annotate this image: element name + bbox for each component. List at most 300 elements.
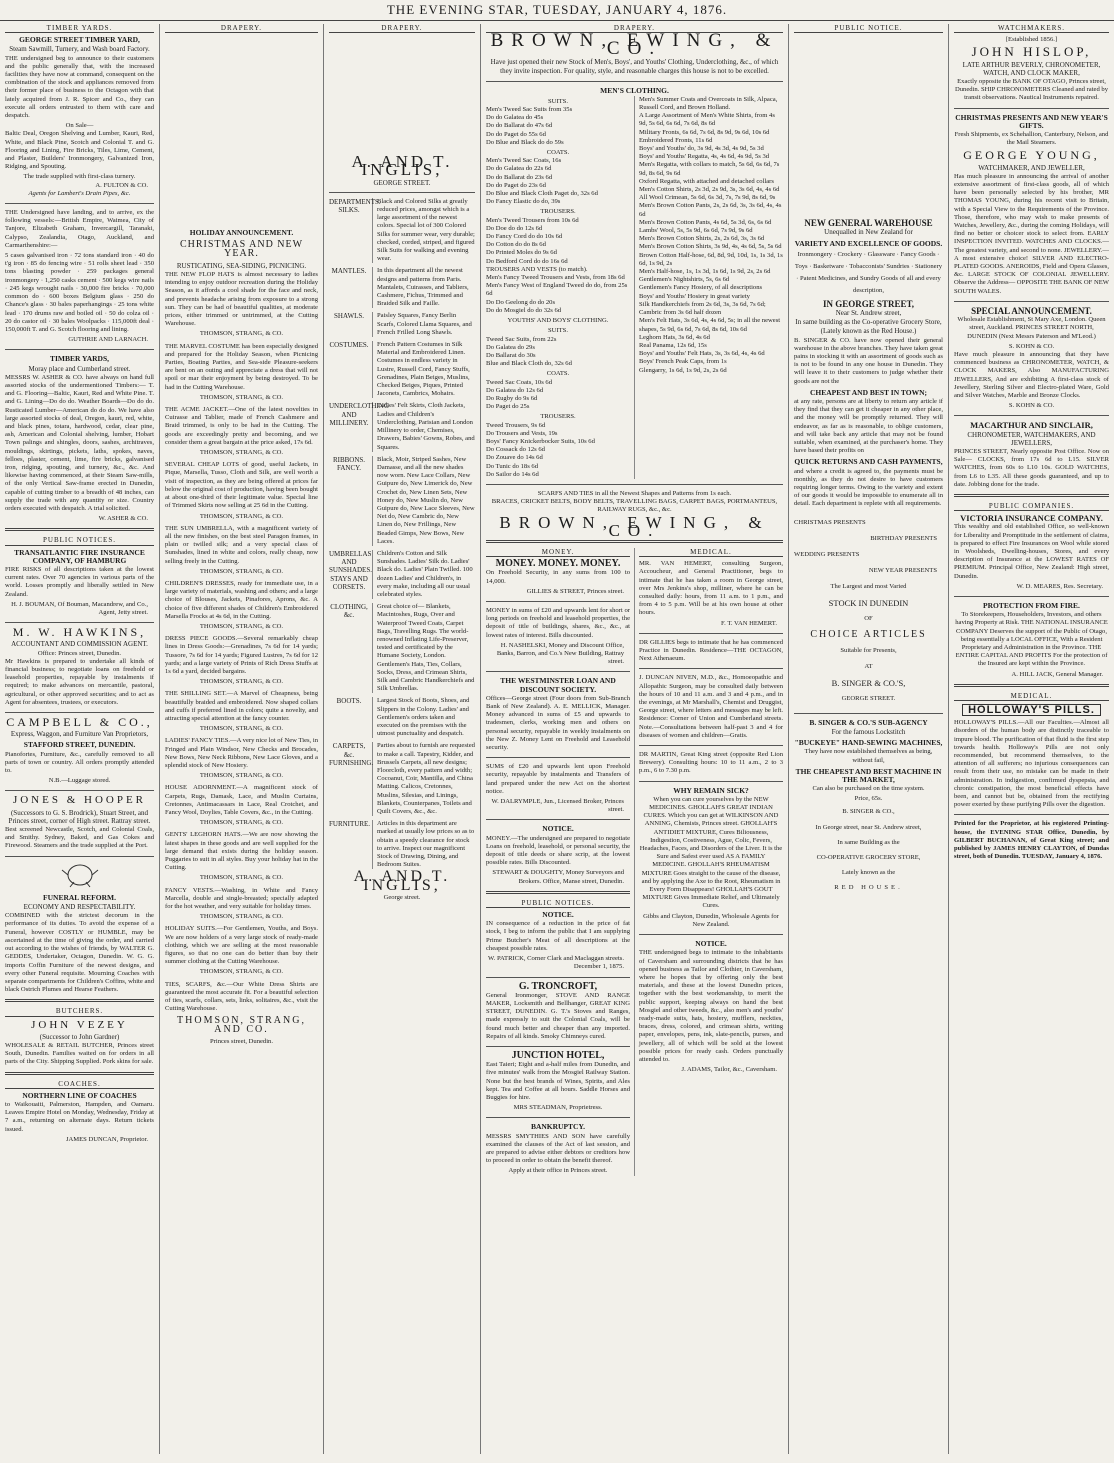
ad-subtitle: (Successors to G. S. Brodrick), Stuart Street, and Princes street, corner of High street. Rattray street. [8, 808, 151, 825]
closing-line: In George street, near St. Andrew street, [815, 823, 922, 831]
divider [954, 596, 1109, 597]
ad-signature: S. KOHN & CO. [1008, 342, 1055, 350]
crest-icon [5, 862, 154, 891]
ad-title: M. W. HAWKINS, [12, 625, 147, 640]
location: (Lately known as the Red House.) [820, 327, 917, 336]
price-line: Men's Half-hose, 1s, 1s 3d, 1s 6d, 1s 9d, 2s, 2s 6d [639, 268, 771, 276]
price-list-left [486, 96, 630, 479]
ad-title: MONEY. MONEY. MONEY. [495, 558, 621, 570]
price-line: Men's Tweed Sac Suits from 35s [486, 106, 573, 114]
price-line: Do Fancy Cord do do 10s 6d [486, 233, 563, 241]
price-line: Do Cossack do 12s 6d [486, 446, 545, 454]
firm-name: THOMSON, STRANG, & CO. [199, 772, 284, 780]
item-text: HOLIDAY SUITS.—For Gentlemen, Youths, and Boys. We are now holders of a very large stock of ready-made clothing, which we are selling at the most reasonable figures, so that no one can do better than buy their summer clothing at the Cutting Warehouse. [165, 925, 318, 966]
divider [486, 977, 630, 978]
divider [794, 713, 943, 714]
item-text: TIES, SCARFS, &c.—Our White Dress Shirts are guaranteed the most accurate fit. For a beautiful selection of ties, scarfs, collars, sets, links, solitaires, &c., visit the Cutting Warehouse. [165, 980, 318, 1013]
ad-address: George street. [383, 893, 421, 901]
ad-signature: Apply at their office in Princes street. [508, 1167, 608, 1175]
presents-line: WEDDING PRESENTS [794, 550, 860, 558]
list-item [165, 635, 318, 686]
ad-body: To Storekeepers, Householders, Investors, and others having Property at Risk. THE NATIONAL INSURANCE COMPANY Deserves the support of the Public of Otago, being essentially a LOCAL OFFICE, With a Resident Proprietary and Administration in the Province. THE ENTIRE CAPITAL AND PROFITS For the protection of the Insured are kept within the Province. [955, 611, 1108, 668]
price-line: Real Panama, 12s 6d, 15s [639, 341, 707, 349]
goods-list: Ironmongery · Crockery · Glassware · Fancy Goods · Toys · Basketware · Tobacconists' Sundries · Stationery · Patent Medicines, and Sundry Goods of all and every description, [794, 250, 943, 294]
presents-line: AT [864, 662, 873, 670]
divider [954, 108, 1109, 109]
ad-title: HOLIDAY ANNOUNCEMENT. [189, 228, 294, 238]
divider [486, 819, 630, 820]
divider [639, 934, 783, 935]
closing-line: RED HOUSE. [834, 883, 903, 891]
closing-block [794, 820, 943, 895]
ad-title: TRANSATLANTIC FIRE INSURANCE COMPANY, OF HAMBURG [14, 547, 145, 565]
ad-subtitle: ECONOMY AND RESPECTABILITY. [23, 903, 136, 912]
item-text: SEVERAL CHEAP LOTS of good, useful Jackets, in Pique, Marsella, Tusso, Cloth and Silk, are well worth a visit of inspection, as they are being offered at prices far below the original cost of production, having been bought at about one-third of their legitimate value. Special line of Trimmed Skirts now selling at 25 6d in the Cutting. [165, 461, 318, 510]
price-line: Gentlemen's Nightshirts, 5s, 6s 6d [639, 276, 730, 284]
item-text: DRESS PIECE GOODS.—Several remarkably cheap lines in Dress Goods:—Grenadines, 7s 6d for 14 yards; Tussore, 7s 6d for 14 yards; Figured Lustres, 7s 6d for 12 yards; and a large variety of Prints of Rich Dress Stuffs at 1s 6d a yard, decided bargains. [165, 635, 318, 675]
presents-line: The Largest and most Varied [830, 582, 907, 590]
price-line: Men's Regatta, with collars to match, 5s 6d, 6s 6d, 7s 9d, 8s 6d, 9s 6d [639, 161, 780, 177]
list-item [329, 198, 475, 264]
list-item [165, 784, 318, 827]
ad-signature: MRS STEADMAN, Proprietress. [513, 1104, 603, 1112]
firm-name: THOMSON, STRANG, & CO. [199, 725, 284, 733]
section-head: MEN'S CLOTHING. [600, 85, 669, 95]
presents-line: GEORGE STREET. [841, 694, 896, 702]
dept-label: BOOTS. [329, 697, 373, 738]
column-head: PUBLIC NOTICE. [794, 24, 943, 33]
firm-name: THOMSON, STRANG, & CO. [199, 968, 284, 976]
ad-title: CHRISTMAS PRESENTS AND NEW YEAR'S GIFTS. [955, 112, 1108, 130]
list-item [165, 737, 318, 780]
ad-title: PROTECTION FROM FIRE. [983, 600, 1080, 610]
price-line: Embroidered Fronts, 11s 6d [639, 136, 713, 144]
list-item [165, 690, 318, 733]
column-head: DRAPERY. [486, 24, 783, 33]
ad-signature: GILLIES & STREET, Princes street. [526, 587, 624, 595]
dept-label: RIBBONS. FANCY. [329, 456, 373, 546]
ad-signature: STEWART & DOUGHTY, Money Surveyors and Brokers. Office, Manse street, Dunedin. [492, 869, 624, 885]
dept-label: SHAWLS. [329, 312, 373, 337]
ad-body: SUMS of £20 and upwards lent upon Freehold security, repayable by instalments and Transfers of land prepared under the new Act on the shortest notice. [486, 763, 630, 795]
closing-line: Lately known as the [841, 868, 896, 876]
ad-body: COMBINED with the strictest decorum in the performance of its duties. To avoid the expense of a Funeral, however COSTLY or HUMBLE, may be ascertained at the time of giving the order, and carried out according to the wishes of friends, by WALTER G. GEDDES, Undertaker, Octagon, Dunedin. W. G. G. imports Coffin Furniture of the newest designs, and every other Funeral requisite. Mourning Coaches with separate compartments for Children's Coffins, white and black Ostrich Plumes and Hearse Feathers. [5, 912, 154, 994]
item-text: THE SUN UMBRELLA, with a magnificent variety of all the new finishes, on the best steel Paragon frames, in plain or twilled silk; and a very special class of Sunshades, lined in white and colors, really cheap, now selling freely in the Cutting. [165, 524, 318, 565]
price-line: Men's Cotton Shirts, 2s 3d, 2s 9d, 3s, 3s 6d, 4s, 4s 6d [639, 186, 780, 194]
price-line: Do Trousers and Vests, 19s [486, 429, 558, 437]
price-line: Do Bedford Cord do do 16s 6d [486, 257, 568, 265]
price-line: Do do Paget do 23s 6d [486, 181, 546, 189]
price-line: Boys' French Peak Caps, from 1s [639, 358, 727, 366]
ad-body: THE undersigned begs to intimate to the inhabitants of Caversham and surrounding districts that he has opened business as Tailor and Clothier, in Caversham, where he hopes that by offering only the best materials, and these at the lowest Dunedin prices, together with the best workmanship, to merit the public support, keeping always on hand the best Mosgiel and other tweeds, &c., also men's and youths' ready-made suits, hats, hosiery, mufflers, neckties, braces, dress, colored, and crimean shirts, writing paper, envelopes, pens, ink, slate-pencils, purses, and jewellery, all of which will be sold at the lowest possible prices for ready cash. Orders punctually attended to. [639, 949, 783, 1063]
closing-line: In same Building as the [837, 838, 900, 846]
ad-body: Exactly opposite the BANK OF OTAGO, Princes street, Dunedin. SHIP CHRONOMETERS Cleaned and rated by transit observations. Nautical Instruments repaired. [954, 78, 1109, 102]
section-head: PUBLIC NOTICES. [5, 536, 154, 545]
column-head: TIMBER YARDS. [5, 24, 154, 33]
ad-signature: W. ASHER & CO. [98, 515, 148, 523]
ad-title: BROWN, EWING, & CO. [490, 30, 779, 60]
divider [954, 494, 1109, 497]
price-line: Brown Cotton Half-hose, 6d, 8d, 9d, 10d, 1s, 1s 3d, 1s 6d, 1s 9d, 2s [639, 251, 783, 267]
list-item [165, 525, 318, 576]
presents-line: BIRTHDAY PRESENTS [870, 534, 937, 542]
ad-list: 5 cases galvanised iron · 72 tons standard iron · 40 do t'g iron · 85 do fencing wire · 51 rolls sheet lead · 350 tons blasting powder · 259 packages general ironmongery · 1,250 casks cement · 500 kegs wire nails · 245 kegs wrought nails · 30,000 fire bricks · 70,000 common do · 600 boxes Belgium glass · 250 do Chance's glass · 30 bales paperhangings · 25 tons white lead · 170 drums raw and boiled oil · 50 do colza oil · 20 do castor oil · 30 bales Woolpacks · 115,000ft deal · 150,000ft T. and G. Scotch flooring and lining. [5, 252, 154, 333]
column-head: DRAPERY. [329, 24, 475, 33]
slogan: CHEAPEST AND BEST IN TOWN; [810, 387, 927, 397]
price-lists [486, 96, 783, 479]
list-item [329, 456, 475, 546]
price-line: Do Paget do 25s [486, 403, 530, 411]
ad-note: N.B.—Luggage stored. [48, 777, 111, 785]
price-line: Do Tunic do 18s 6d [486, 462, 539, 470]
divider [5, 1072, 154, 1075]
ad-title: NORTHERN LINE OF COACHES [22, 1090, 137, 1100]
divider [5, 528, 154, 531]
ad-body: Can also be purchased on the time system. [812, 785, 925, 793]
ad-title: JOHN VEZEY [31, 1018, 128, 1031]
price-line: Lambs' Wool, 5s, 5s 9d, 6s 6d, 7s 9d, 9s 6d [639, 227, 753, 235]
price-line: TROUSERS AND VESTS (to match). [486, 265, 588, 273]
price-line: Do Fancy Elastic do do, 39s [486, 198, 561, 206]
divider [639, 745, 783, 746]
divider [5, 999, 154, 1002]
price-line: Glengarry, 1s 6d, 1s 9d, 2s, 2s 6d [639, 366, 727, 374]
price-line: TROUSERS. [540, 208, 576, 216]
price-line: COATS. [546, 370, 570, 378]
ad-body: DR GILLIES begs to intimate that he has commenced Practice in Dunedin. Residence—THE OCTAGON, Next Athenaeum. [639, 638, 783, 663]
price-line: Boys' and Youths' Regatta, 4s, 4s 6d, 4s 9d, 5s 3d [639, 153, 770, 161]
location: In same building as the Co-operative Grocery Store, [795, 318, 942, 327]
price-line: Boys' and Youths' Hosiery in great variety [639, 292, 750, 300]
column-drapery-brown-ewing [481, 24, 789, 1454]
presents-list [794, 515, 943, 707]
price: Price, 65s. [854, 795, 883, 803]
divider [486, 1117, 630, 1118]
price-line: COATS. [546, 149, 570, 157]
ad-subtitle: "BUCKEYE" HAND-SEWING MACHINES, [794, 738, 943, 748]
price-line: Tweed Trousers, 9s 6d [486, 421, 546, 429]
list-item [165, 461, 318, 520]
section-head: COACHES. [5, 1080, 154, 1089]
list-item [329, 697, 475, 738]
ad-agent: Agents for Lambert's Drain Pipes, &c. [28, 189, 131, 197]
price-line: Men's Tweed Sac Coats, 16s [486, 157, 562, 165]
firm-name: THOMSON, STRANG, & CO. [199, 874, 284, 882]
ad-body: This wealthy and old established Office, so well-known for Liberality and Promptitude in the settlement of claims, is prepared to effect Fire Insurances on Wool while stored in Woolsheds, Dwelling-houses, Stores, and every description of Insurance at the LOWEST RATES OF PREMIUM. Principal Office, New Zealand: High street, Dunedin. [954, 523, 1109, 580]
divider [5, 712, 154, 713]
ad-title: JUNCTION HOTEL, [511, 1049, 605, 1061]
list-item [329, 820, 475, 869]
price-line: Men's Summer Coats and Overcoats in Silk, Alpaca, Russell Cord, and Brown Holland. [639, 95, 778, 112]
price-line: Do Do Geelong do do 20s [486, 298, 556, 306]
divider [329, 192, 475, 193]
ad-subtitle: CHRONOMETER, WATCHMAKERS, AND JEWELLERS, [967, 430, 1096, 447]
list-item [165, 580, 318, 631]
blank-space [165, 36, 318, 226]
dept-label: MANTLES. [329, 267, 373, 308]
divider [5, 349, 154, 350]
price-line: Tweed Sac Coats, 10s 6d [486, 378, 553, 386]
ad-body: to Waikouaiti, Palmerston, Hampden, and Oamaru. Leaves Empire Hotel on Monday, Wednesday, Friday at 7 a.m., returning on alternate days. Return tickets issued. [5, 1100, 154, 1133]
ad-body: MR. VAN HEMERT, consulting Surgeon, Accoucheur, and General Practitioner, begs to intimate that he has taken a room in George street, over Mrs Jenkins's shop, milliner, where he can be consulted daily: hours, from 11 a.m. to 1 p.m., and from 4 to 5 p.m. Will be at his own house at other hours. [639, 560, 783, 617]
price-line: Do Blue and Black Cloth Paget do, 32s 6d [486, 190, 598, 198]
item-text: GENTS' LEGHORN HATS.—We are now showing the latest shapes in these goods and are well supplied for the large demand that exists during the holiday season. Puggaries to suit in all styles. Buy your holiday hat in the Cutting. [165, 831, 318, 872]
divider [5, 790, 154, 791]
ad-body: Best screened Newcastle, Scotch, and Colonial Coals, and Smithy. Sydney, Baked, and Gas Cokes and Firewood. Steamers and the trade supplied at the Port. [5, 826, 154, 850]
price-line: Men's Felt Hats, 3s 6d, 4s, 4s 6d, 5s; in all the newest shapes, 5s 9d, 6s 6d, 7s 6d, 8s 6d, 10s 6d [639, 317, 781, 333]
ad-body: Wholesale Establishment, St Mary Axe, London. Queen street, Auckland. PRINCES STREET NORTH, DUNEDIN (Next Messrs Paterson and M'Leod.) [957, 316, 1106, 340]
item-text: CHILDREN'S DRESSES, ready for immediate use, in a large variety of materials, washing and others; and a large choice of Blouses, Jackets, Pinafores, Aprons, &c. A choice of five different shades of Children's Embroidered Marsella Frocks at 4s 6d, in the Cutting. [165, 579, 318, 620]
dept-text: Largest Stock of Boots, Shoes, and Slippers in the Colony. Ladies' and Gentlemen's orders taken and executed on the premises with the utmost punctuality and despatch. [377, 697, 470, 738]
list-item [329, 742, 475, 816]
ad-body: Fresh Shipments, ex Schehallion, Canterbury, Nelson, and the Mail Steamers. [954, 131, 1109, 147]
ad-title: NEW GENERAL WAREHOUSE [804, 218, 933, 229]
ad-body: Has much pleasure in announcing the arrival of another extensive assortment of first-class goods, all of which have been personally selected by his brother, MR THOMAS YOUNG, during his recent visit to Britain, with a Special View to the Requirements of the Province. Those, therefore, who may wish to make presents of Watches, Jewellery, &c., during the coming Holidays, will find no better or choicer stock to select from. EARLY INSPECTION INVITED. WATCHES AND CLOCKS.—The greatest variety, and second to none. JEWELLERY.—A most extensive choice! SILVER AND ELECTRO-PLATED GOODS. ANEROIDS, Field and Opera Glasses, &c. LARGE STOCK OF COLONIAL JEWELLERY. Observe the Address— OPPOSITE THE BANK OF NEW SOUTH WALES. [954, 172, 1110, 295]
ad-subtitle: LATE ARTHUR BEVERLY, CHRONOMETER, WATCH, AND CLOCK MAKER, [962, 60, 1101, 77]
divider [486, 1046, 630, 1047]
divider [486, 601, 630, 602]
ad-office: Office: Princes street, Dunedin. [37, 649, 122, 657]
ad-subtitle: CHRISTMAS AND NEW YEAR. [179, 239, 304, 259]
ad-signature: H. J. BOUMAN, Of Bouman, Macandrew, and Co., Agent, Jetty street. [11, 600, 148, 616]
ad-signature: H. NASHELSKI, Money and Discount Office, Banks, Barron, and Co.'s New Building, Rattray street. [496, 641, 624, 666]
ad-items: Baltic Deal, Oregon Shelving and Lumber, Kauri, Red, White, and Black Pine, Scotch and Colonial T. and G. Flooring and Lining, Fire Bricks, Tiles, Lime, Cement, and Plaster, Builders' Ironmongery, Galvanized Iron, Ridging, and Spouting. [5, 130, 154, 171]
list-item [165, 831, 318, 882]
section-head: BUTCHERS. [5, 1007, 154, 1016]
firm-name: THOMSON, STRANG, & CO. [199, 622, 284, 630]
price-line: SUITS. [548, 97, 568, 105]
location: IN GEORGE STREET, [822, 298, 915, 309]
ad-title: FUNERAL REFORM. [43, 892, 116, 902]
ad-body: Offices—George street (Four doors from Sub-Branch Bank of New Zealand). A. E. MELLICK, Manager. Money advanced in sums of £5 and upwards to tradesmen, clerks, working men and others on personal security, repayable in weekly instalments on the New Z. Money Lent on Freehold and Leasehold security. [486, 694, 630, 752]
price-line: Oxford Regatta, with attached and detached collars [639, 177, 774, 185]
blank-space [329, 36, 475, 154]
price-line: Do do Ballarat do 23s 6d [486, 173, 553, 181]
dept-text: Great choice of— Blankets, Macintoshes, Rugs, Over and Waterproof Tweed Coats, Carpet Bags, Travelling Rugs. The world-renowned Inflating Life-Preserver, tested and certificated by the Humane Society, London. Gentlemen's Hats, Ties, Collars, Socks, Dress, and Crimean Shirts, Silk and Cambric Handkerchiefs and Silk Umbrellas. [377, 603, 475, 693]
firm-name: THOMSON, STRANG, & CO. [199, 393, 284, 401]
ad-signature: JAMES DUNCAN, Proprietor. [65, 1135, 148, 1143]
ad-body: MONEY.—The undersigned are prepared to negotiate Loans on freehold, leasehold, or personal security, the deposit of title deeds or share scrip, at the lowest possible rates. Bills Discounted. [486, 834, 630, 867]
ad-address: Princes street, Dunedin. [210, 1037, 273, 1045]
firm-name: THOMSON, STRANG, & CO. [199, 330, 284, 338]
section-head: PUBLIC NOTICES. [486, 899, 630, 908]
price-line: Do Rugby do 9s 6d [486, 394, 538, 402]
dept-text: Black and Colored Silks at greatly reduced prices, amongst which is a large assortment of the newest colors. Special lot of 300 Colored Silks for summer wear, very durable; checked, corded, striped, and figured Silk Suits for walking and evening wear. [377, 197, 475, 263]
imprint: Printed for the Proprietor, at his registered Printing-house, the EVENING STAR Office, Dunedin, by GILBERT BUCHANAN, of Great King street; and published by JAMES HENRY CLAYTON, of Dundas street, both of Dunedin. TUESDAY, January 4, 1876. [954, 820, 1109, 861]
ad-signature: THOMSON, STRANG, AND CO. [177, 1015, 306, 1035]
presents-line: B. SINGER & CO.'S, [831, 677, 906, 688]
ad-body: B. SINGER & CO. have now opened their general warehouse in the above branches. They have taken great pains in stocking it with an assortment of goods such as is not to be found in any one house in Dunedin. They will leave it to their customers to judge whether their goods are not the [794, 336, 943, 385]
price-line: Tweed Sac Suits, from 22s [486, 335, 557, 343]
price-line: Leghorn Hats, 3s 6d, 4s 6d [639, 333, 710, 341]
dept-label: COSTUMES. [329, 341, 373, 398]
dept-text: French Pattern Costumes in Silk Material and Embroidered Linen. Costumes in endless variety in Lustre, Russell Cord, Fancy Stuffs, Grenadines, Plain Beiges, Muslins, Checked Beiges, Piques, Printed Jaconets, Cambrics, Mohairs. [377, 341, 470, 398]
presents-line: OF [864, 614, 873, 622]
ad-body: MONEY in sums of £20 and upwards lent for short or long periods on freehold and leasehold properties, the deposit of title of buildings, shares, &c., &c., at lowest rates of interest. Bills discounted. [486, 606, 630, 639]
ad-title: B. SINGER & CO.'S SUB-AGENCY [809, 717, 928, 727]
price-line: Do Cotton do do 8s 6d [486, 241, 546, 249]
ad-signature: W. D. MEARES, Res. Secretary. [1016, 582, 1103, 590]
dept-text: Articles in this department are marked at usually low prices so as to obtain a speedy clearance for stock to arrive. Inspect our magnificent Stock of Drawing, Dining, and Bedroom Suites. [377, 820, 475, 869]
column-head: DRAPERY. [165, 24, 318, 33]
ad-body: HOLLOWAY'S PILLS.—All our Faculties.—Almost all disorders of the human body are distinctly traceable to impure blood. The purification of that fluid is the first step towards health. Holloway's Pills are not only recommended, but recommend themselves, to the attention of all sufferers; no injurious consequences can result from their use, no mistake can be made in their administration. In indigestion, confirmed dyspepsia, and chronic constipation, the most beneficial effects have been, and cannot but be, obtained from the rectifying power exerted by these purifying Pills over the digestion. [954, 719, 1109, 809]
ad-subtitle: Moray place and Cumberland street. [28, 364, 131, 373]
ad-body: MESSRS SMYTHIES AND SON have carefully examined the clauses of the Act of last session, and are prepared to advise either debtors or creditors how to proceed in order to obtain the benefit thereof. [486, 1132, 630, 1165]
dept-label: FURNITURE. [329, 820, 373, 869]
item-text: THE NEW FLOP HATS is almost necessary to ladies intending to enjoy outdoor recreation during the Holiday Season, as it affords a cool shade for the face and neck, and prevents headache arising from exposure to a strong sun. They can be had of beautiful qualities, at moderate prices, either trimmed or untrimmed, at the Cutting Warehouse. [165, 271, 318, 328]
item-text: HOUSE ADORNMENT.—A magnificent stock of Carpets, Rugs, Damask, Lace, and Muslin Curtains, Cretonnes, Antimacassars in Lace, Real Crotchet, and Fancy Wool, Doylies, Table Covers, &c., in the Cutting. [165, 784, 318, 816]
section-head: PUBLIC COMPANIES. [954, 502, 1109, 511]
ad-title: GEORGE STREET TIMBER YARD, [19, 35, 140, 45]
ad-title: A. AND T. INGLIS, [351, 152, 453, 180]
price-line: Do Printed Moles do 9s 6d [486, 249, 557, 257]
ad-title: NOTICE. [542, 910, 574, 920]
price-line: All Wool Crimean, 5s 6d, 6s 3d, 7s, 7s 9d, 8s 6d, 9s [639, 194, 776, 202]
ad-subtitle: For the famous Lockstitch [831, 727, 906, 736]
ad-body: General Ironmonger, STOVE AND RANGE MAKER, Locksmith and Bellhanger, GREAT KING STREET, DUNEDIN. G. T.'s Stoves and Ranges, made expressly to suit the Colonial Coals, will be found much better and cheaper than any imported. Repairs of all kinds. Smoky Chimneys cured. [486, 991, 630, 1040]
column-drapery-thomson [160, 24, 324, 1454]
list-item [329, 267, 475, 308]
list-item [329, 341, 475, 398]
ad-subtitle: GEORGE STREET. [373, 178, 431, 187]
ad-address: STAFFORD STREET, DUNEDIN. [23, 740, 136, 750]
ad-body: THE undersigned beg to announce to their customers and the public generally that, with the increased facilities they have now at command, consequent on the combination of the stock and appliances removed from their former place of business to the Octagon with that lately acquired from J. R. Spicer and Co., they can execute all orders entrusted to them with care and despatch. [5, 54, 154, 120]
divider [486, 81, 783, 82]
ad-body: Mr Hawkins is prepared to undertake all kinds of financial business; to negotiate loans on freehold or leasehold properties, repayable by instalments if required; to make advances on mercantile, pastoral, agricultural, or other approved securities; and to act as Agent for absentees, trustees, or executors. [5, 657, 154, 706]
ad-title: G. TRONCROFT, [518, 980, 598, 992]
divider [954, 684, 1109, 687]
ad-body: Have much pleasure in announcing that they have commenced business as CHRONOMETER, WATCH, & CLOCK MAKERS, Also MANUFACTURING JEWELLERS, And are exhibiting A first-class stock of Jewellery, Sterling Silver and Electro-plated Ware, Gold and Silver Watches, Marble and Bronze Clocks. [954, 350, 1109, 399]
price-line: Do Blue and Black do do 59s [486, 138, 564, 146]
section-head: MEDICAL. [954, 692, 1109, 701]
ad-signature: A. HILL JACK, General Manager. [1011, 670, 1103, 678]
ad-signature: BROWN, EWING, & CO. [499, 512, 770, 540]
dept-label: UMBRELLAS AND SUNSHADES. STAYS AND CORSETS. [329, 550, 373, 599]
divider [639, 781, 783, 782]
price-line: Men's Tweed Trousers from 10s 6d [486, 216, 579, 224]
divider [954, 415, 1109, 416]
divider [486, 891, 630, 894]
ad-sale: On Sale— [65, 122, 94, 130]
price-line: Do Ballarat do 30s [486, 351, 536, 359]
price-line: Do do Paget do 55s 6d [486, 130, 546, 138]
price-line: Men's Brown Cotton Pants, 4s 6d, 5s 3d, 6s, 6s 6d [639, 218, 772, 226]
dept-label: DEPARTMENTS. SILKS. [329, 198, 373, 264]
ad-subtitle: Steam Sawmill, Turnery, and Wash board Factory. [9, 45, 150, 54]
list-item [165, 925, 318, 976]
price-line: Silk Handkerchiefs from 2s 6d, 3s, 3s 6d, 7s 6d; Cambric from 3s 6d half dozen [639, 300, 766, 317]
dept-text: In this department all the newest designs and patterns from Paris. Mantalets, Cuirasses, and Tabliers, Cashmere, Fichus, Trimmed and Braided Silk and Faille. [377, 267, 469, 308]
dept-text: Children's Cotton and Silk Sunshades. Ladies' Silk do. Ladies' Black do. Ladies' Plain Twilled. 100 dozen Ladies' and Children's, in every make, including all our usual celebrated styles. [377, 549, 473, 598]
ad-signature: W. PATRICK, Corner Clark and Maclaggan streets. December 1, 1875. [488, 955, 624, 971]
price-line: Boys' Fancy Knickerbocker Suits, 10s 6d [486, 437, 595, 445]
price-line: Men's Fancy West of England Tweed do do, from 25s 6d [486, 282, 628, 298]
ad-body: IN consequence of a reduction in the price of fat stock, I beg to inform the public that I am supplying Prime Butcher's Meat of all descriptions at the cheapest possible rates. [486, 920, 630, 952]
divider [639, 668, 783, 669]
ad-body: at any rate, persons are at liberty to return any article if they find that they can get it cheaper in any other place, and the money will be promptly returned. They will endeavor, as far as is reasonable, to oblige customers, and will take back any article that may not be found suitable, when examined, at the purchaser's home. They have based their profits on [794, 398, 943, 455]
price-line: Do do Mosgiel do do 32s 6d [486, 306, 562, 314]
list-item [329, 402, 475, 451]
price-line: Do do Galatea do 22s 6d [486, 165, 552, 173]
ad-signature: W. DALRYMPLE, Jun., Licensed Broker, Princes street. [491, 798, 624, 814]
ad-title: CAMPBELL & CO., [6, 715, 153, 730]
column-drapery-inglis [324, 24, 481, 1454]
divider [5, 203, 154, 204]
medical-column [639, 548, 783, 1176]
list-item [329, 550, 475, 599]
price-line: Men's Brown Cotton Pants, 2s, 2s 6d, 3s, 3s 6d, 4s, 4s 6d [639, 202, 782, 218]
price-line: Do do Galatea do 45s [486, 114, 544, 122]
ad-signature: GUTHRIE AND LARNACH. [68, 336, 148, 344]
firm-name: THOMSON, STRANG, & CO. [199, 567, 284, 575]
ad-body: WHOLESALE & RETAIL BUTCHER, Princes street South, Dunedin. Families waited on for orders in all parts of the City. Shipping Supplied. Pork skins for sale. [5, 1041, 154, 1066]
price-line: SUITS. [548, 327, 568, 335]
item-text: THE MARVEL COSTUME has been especially designed and prepared for the Holiday Season, when Picnicing Parties, Boating Parties, and Sea-side Pleasure-seekers are bent on an outing and appreciate a dress that will not spoil or mar their enjoyment by being destroyed. To be had in the Cutting Warehouse. [165, 342, 318, 391]
slogan: QUICK RETURNS AND CASH PAYMENTS, [794, 457, 943, 467]
ad-signature: B. SINGER & CO., [842, 807, 895, 815]
ad-signature: A. AND T. INGLIS, [353, 868, 451, 894]
dept-label: CLOTHING, &c. [329, 603, 373, 693]
ad-body: and where a credit is agreed to, the payments must be monthly, as they do not desire to have customers requiring longer terms. Owing to the variety and extent of our goods it would be impossible to enumerate all in detail. Each department is replete with all requirements. [794, 467, 943, 508]
dept-text: Ladies' Felt Skirts, Cloth Jackets, Ladies and Children's Underclothing, Parisian and London Millinery to order, Chemises, Drawers, Babies' Gowns, Robes, and Squares. [377, 402, 475, 451]
ad-title: NOTICE. [695, 939, 727, 949]
item-text: FANCY VESTS.—Washing, in White and Fancy Marcella, double and single-breasted; specially adapted for the hot weather, and very suitable for holiday times. [165, 886, 318, 911]
ad-subtitle: WATCHMAKER, AND JEWELLER, [978, 163, 1085, 172]
ad-body: They have now established themselves as being, without fail, [804, 748, 933, 764]
list-item [165, 981, 318, 1014]
price-line: Do Sailor do 14s 6d [486, 470, 539, 478]
ad-intro: Have just opened their new Stock of Men's, Boys', and Youths' Clothing, Underclothing, &c., of which they invite inspection. For quality, style, and reasonable charges this house is not to be excelled. [490, 57, 779, 75]
ad-title: MACARTHUR AND SINCLAIR, [970, 420, 1093, 431]
item-text: THE ACME JACKET.—One of the latest novelties in Cuirasse and Tablier, made of French Cashmere and Braid trimmed, is only to be had in the Cutting. The goods are exceedingly pretty and becoming, and we consider them a great bargain at the price asked, 17s 6d. [165, 406, 318, 446]
divider [954, 301, 1109, 302]
item-text: THE SHILLING SET.—A Marvel of Cheapness, being beautifully braided and embroidered. Now shaped collars and cuffs if preferred lined in colors; quite a novelty, and attracting special attention at the fancy counter. [165, 690, 318, 722]
price-line: TROUSERS. [540, 413, 576, 421]
location: Near St. Andrew street, [835, 309, 902, 318]
price-line: Do Doe do do 12s 6d [486, 224, 543, 232]
column-head: WATCHMAKERS. [954, 24, 1109, 33]
firm-name: THOMSON, STRANG, & CO. [199, 512, 284, 520]
established-note: [Established 1856.] [1005, 36, 1058, 44]
ad-body: J. DUNCAN NIVEN, M.D., &c., Homoeopathic and Allopathic Surgeon, may be consulted daily between the hours of 10 and 11 a.m. and 3 and 4 p.m., and in the evenings, at Mr Marshall's, Chemist and Druggist, George street, where letters and messages may be left. Residence: Corner of Union and Cumberland streets. Note.—Consultations between half-past 3 and 4 for diseases of women and children—Gratis. [639, 674, 783, 739]
price-line: Men's Fancy Tweed Trousers and Vests, from 18s 6d [486, 274, 625, 282]
divider [486, 484, 783, 485]
dept-label: CARPETS, &c. FURNISHING. [329, 742, 373, 816]
column-timber-yards [0, 24, 160, 1454]
ad-body: East Taieri; Eight and a-half miles from Dunedin, and five minutes' walk from the Mosgiel Railway Station. None but the best brands of Wines, Spirits, and Ales kept. Tea and Coffee at all hours. Saddle Horses and Buggies for hire. [486, 1061, 630, 1101]
ad-title: WHY REMAIN SICK? [673, 785, 749, 795]
ad-body: On Freehold Security, in any sums from 100 to 14,000. [486, 569, 630, 585]
ad-title: SPECIAL ANNOUNCEMENT. [971, 305, 1092, 316]
firm-name: THOMSON, STRANG, & CO. [199, 819, 284, 827]
firm-name: THOMSON, STRANG, & CO. [199, 913, 284, 921]
price-list-right [634, 96, 783, 479]
ad-body: Pianofortes, Furniture, &c., carefully removed to all parts of town or country. All orders promptly attended to. [5, 750, 154, 775]
blank-space [794, 36, 943, 216]
ad-subtitle: VARIETY AND EXCELLENCE OF GOODS. [794, 238, 943, 248]
presents-line: STOCK IN DUNEDIN [828, 597, 909, 608]
list-item [165, 887, 318, 922]
ad-title: TIMBER YARDS, [49, 354, 110, 364]
ad-subtitle: RUSTICATING, SEA-SIDING, PICNICING. [176, 261, 307, 270]
ad-signature: A. FULTON & CO. [95, 181, 148, 189]
price-line: Blue and Black Cloth do, 32s 6d [486, 360, 572, 368]
ad-subtitle: Unequalled in New Zealand for [824, 228, 913, 237]
ad-title: HOLLOWAY'S PILLS. [962, 704, 1101, 716]
price-line: Do do Ballarat do 47s 6d [486, 122, 553, 130]
price-line: Men's Brown Cotton Shirts, 3s 9d, 4s, 4s 6d, 5s, 5s 6d [639, 243, 782, 251]
price-line: Do Zouave do 14s 6d [486, 454, 543, 462]
